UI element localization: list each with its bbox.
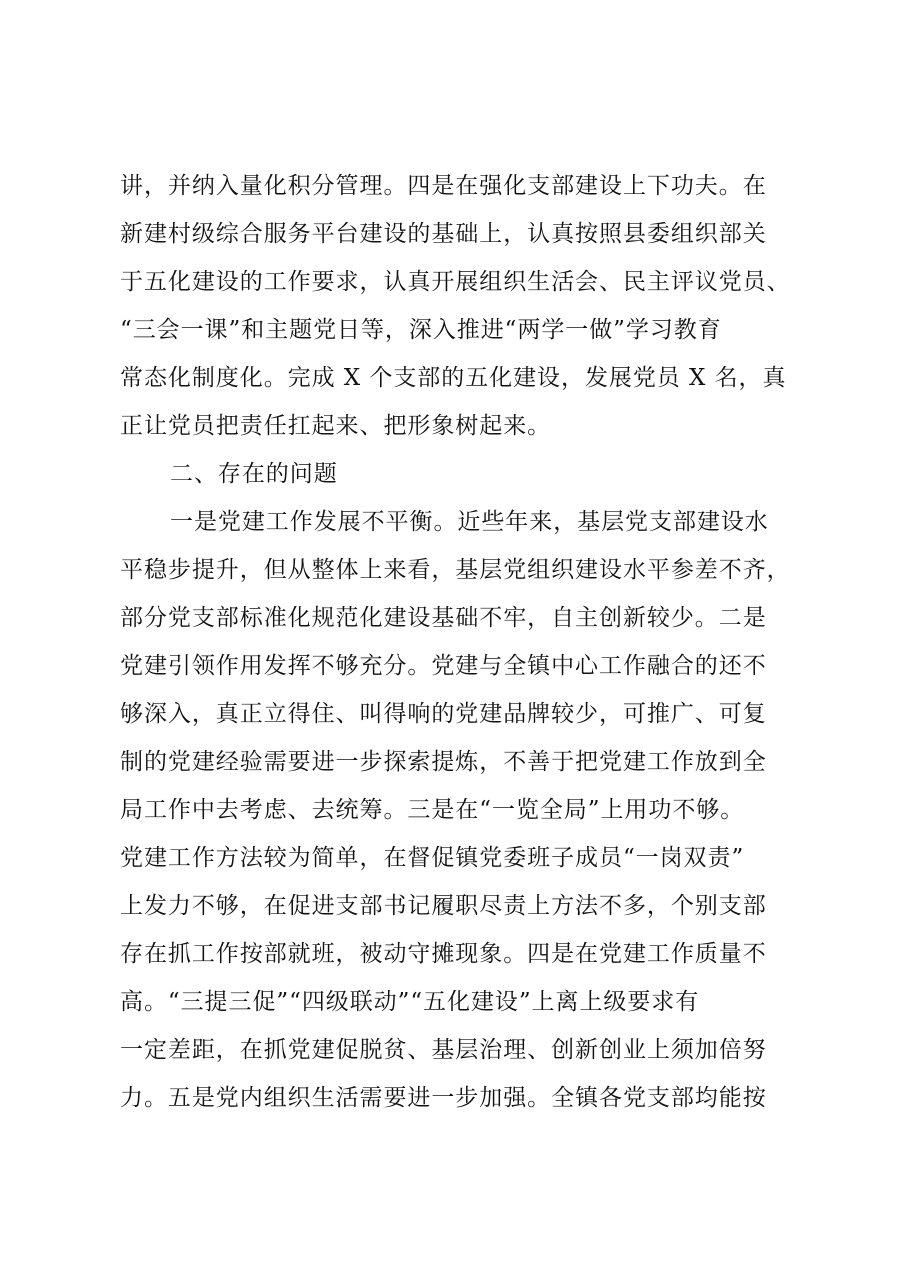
paragraph-line: 于五化建设的工作要求，认真开展组织生活会、民主评议党员、	[120, 269, 791, 295]
document-body	[120, 162, 810, 1122]
paragraph-line: 新建村级综合服务平台建设的基础上，认真按照县委组织部关	[120, 221, 767, 247]
paragraph-line: 力。五是党内组织生活需要进一步加强。全镇各党支部均能按	[120, 1085, 767, 1111]
paragraph-line: 上发力不够，在促进支部书记履职尽责上方法不多，个别支部	[120, 893, 767, 919]
paragraph-line: 够深入，真正立得住、叫得响的党建品牌较少，可推广、可复	[120, 701, 767, 727]
paragraph-line: “三会一课”和主题党日等，深入推进“两学一做”学习教育	[120, 317, 722, 343]
paragraph-line: 部分党支部标准化规范化建设基础不牢，自主创新较少。二是	[120, 605, 767, 631]
paragraph-line: 讲，并纳入量化积分管理。四是在强化支部建设上下功夫。在	[120, 173, 767, 199]
paragraph-line: 存在抓工作按部就班，被动守摊现象。四是在党建工作质量不	[120, 941, 767, 967]
paragraph-line: 党建引领作用发挥不够充分。党建与全镇中心工作融合的还不	[120, 653, 767, 679]
paragraph-line: 平稳步提升，但从整体上来看，基层党组织建设水平参差不齐，	[120, 557, 791, 583]
paragraph-line: 制的党建经验需要进一步探索提炼，不善于把党建工作放到全	[120, 749, 767, 775]
paragraph-line: 局工作中去考虑、去统筹。三是在“一览全局”上用功不够。	[120, 797, 745, 823]
section-heading: 二、存在的问题	[170, 461, 338, 487]
paragraph-line: 高。“三提三促”“四级联动”“五化建设”上离上级要求有	[120, 989, 700, 1015]
paragraph-line: 正让党员把责任扛起来、把形象树起来。	[120, 413, 552, 439]
paragraph-line: 一定差距，在抓党建促脱贫、基层治理、创新创业上须加倍努	[120, 1037, 767, 1063]
paragraph-line: 党建工作方法较为简单，在督促镇党委班子成员“一岗双责”	[120, 845, 745, 871]
paragraph-line: 一是党建工作发展不平衡。近些年来，基层党支部建设水	[170, 509, 769, 535]
paragraph-line: 常态化制度化。完成 X 个支部的五化建设，发展党员 X 名，真	[120, 365, 787, 391]
